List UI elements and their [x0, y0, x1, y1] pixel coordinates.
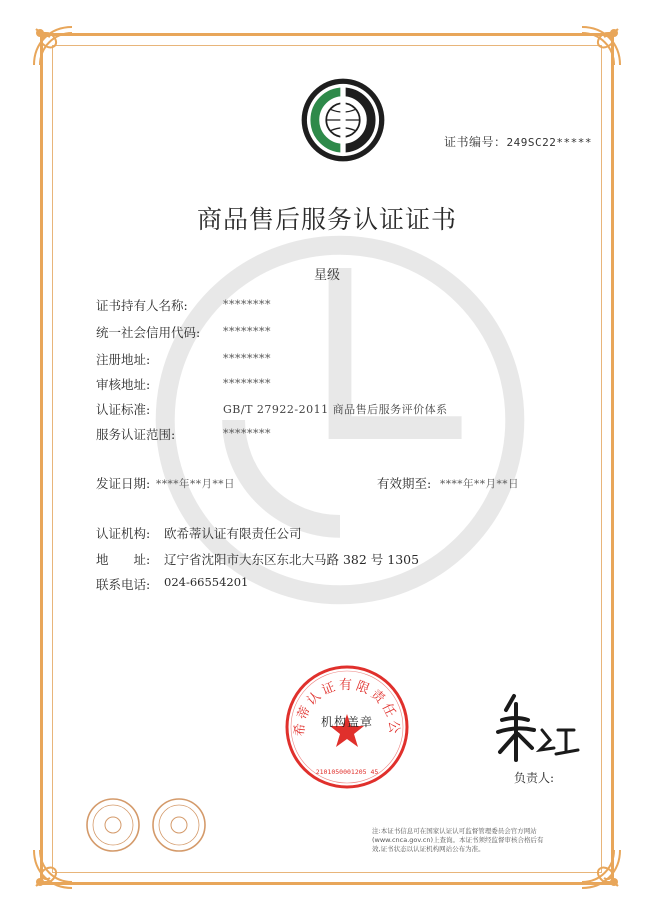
signature	[492, 690, 582, 770]
audit-address-label: 审核地址:	[96, 377, 151, 392]
certificate-number-label: 证书编号：	[444, 135, 507, 149]
credit-code-value: ********	[223, 325, 271, 338]
corner-ornament	[578, 23, 624, 69]
holder-name-label: 证书持有人名称:	[96, 298, 188, 313]
certificate-number	[444, 133, 592, 150]
issuer-address-label: 地 址:	[96, 552, 151, 567]
valid-until-label: 有效期至:	[377, 476, 432, 491]
organization-seal	[282, 662, 412, 792]
certificate-title: 商品售后服务认证证书	[196, 205, 457, 234]
responsible-label: 负责人:	[514, 771, 555, 785]
registered-address-value: ********	[223, 352, 271, 365]
certificate-number-value: 249SC22*****	[506, 136, 592, 149]
service-scope-label: 服务认证范围:	[96, 427, 176, 442]
audit-address-value: ********	[223, 377, 271, 390]
round-stamp	[84, 796, 142, 854]
corner-ornament	[30, 23, 76, 69]
valid-until-value: ****年**月**日	[440, 478, 519, 490]
seal-number: 2101050001205 45	[315, 768, 379, 776]
certificate-level: 星级	[313, 268, 340, 283]
registered-address-label: 注册地址:	[96, 352, 151, 367]
standard-value: GB/T 27922-2011 商品售后服务评价体系	[223, 403, 448, 416]
holder-name-value: ********	[223, 298, 271, 311]
credit-code-label: 统一社会信用代码:	[96, 325, 201, 340]
corner-ornament	[578, 846, 624, 892]
issuer-phone-value: 024-66554201	[164, 575, 249, 589]
footnote: 注:本证书信息可在国家认证认可监督管理委员会官方网站(www.cnca.gov.cn)上查询。本证书须经监督审核合格后有效,证书状态以认证机构网站公布为准。	[372, 827, 544, 853]
issuer-phone-label: 联系电话:	[96, 577, 151, 592]
seal-ring-text: 希蒂认证有限责任公	[292, 678, 402, 737]
issue-date-label: 发证日期:	[96, 476, 151, 491]
service-scope-value: ********	[223, 427, 271, 440]
issuer-org-value: 欧希蒂认证有限责任公司	[164, 526, 302, 541]
round-stamp	[150, 796, 208, 854]
issuer-address-value: 辽宁省沈阳市大东区东北大马路 382 号 1305	[164, 552, 420, 567]
seal-caption: 机构盖章	[320, 715, 373, 729]
issuer-org-label: 认证机构:	[96, 526, 151, 541]
corner-ornament	[30, 846, 76, 892]
issue-date-value: ****年**月**日	[156, 478, 235, 490]
standard-label: 认证标准:	[96, 402, 151, 417]
certification-logo-icon	[299, 76, 387, 164]
